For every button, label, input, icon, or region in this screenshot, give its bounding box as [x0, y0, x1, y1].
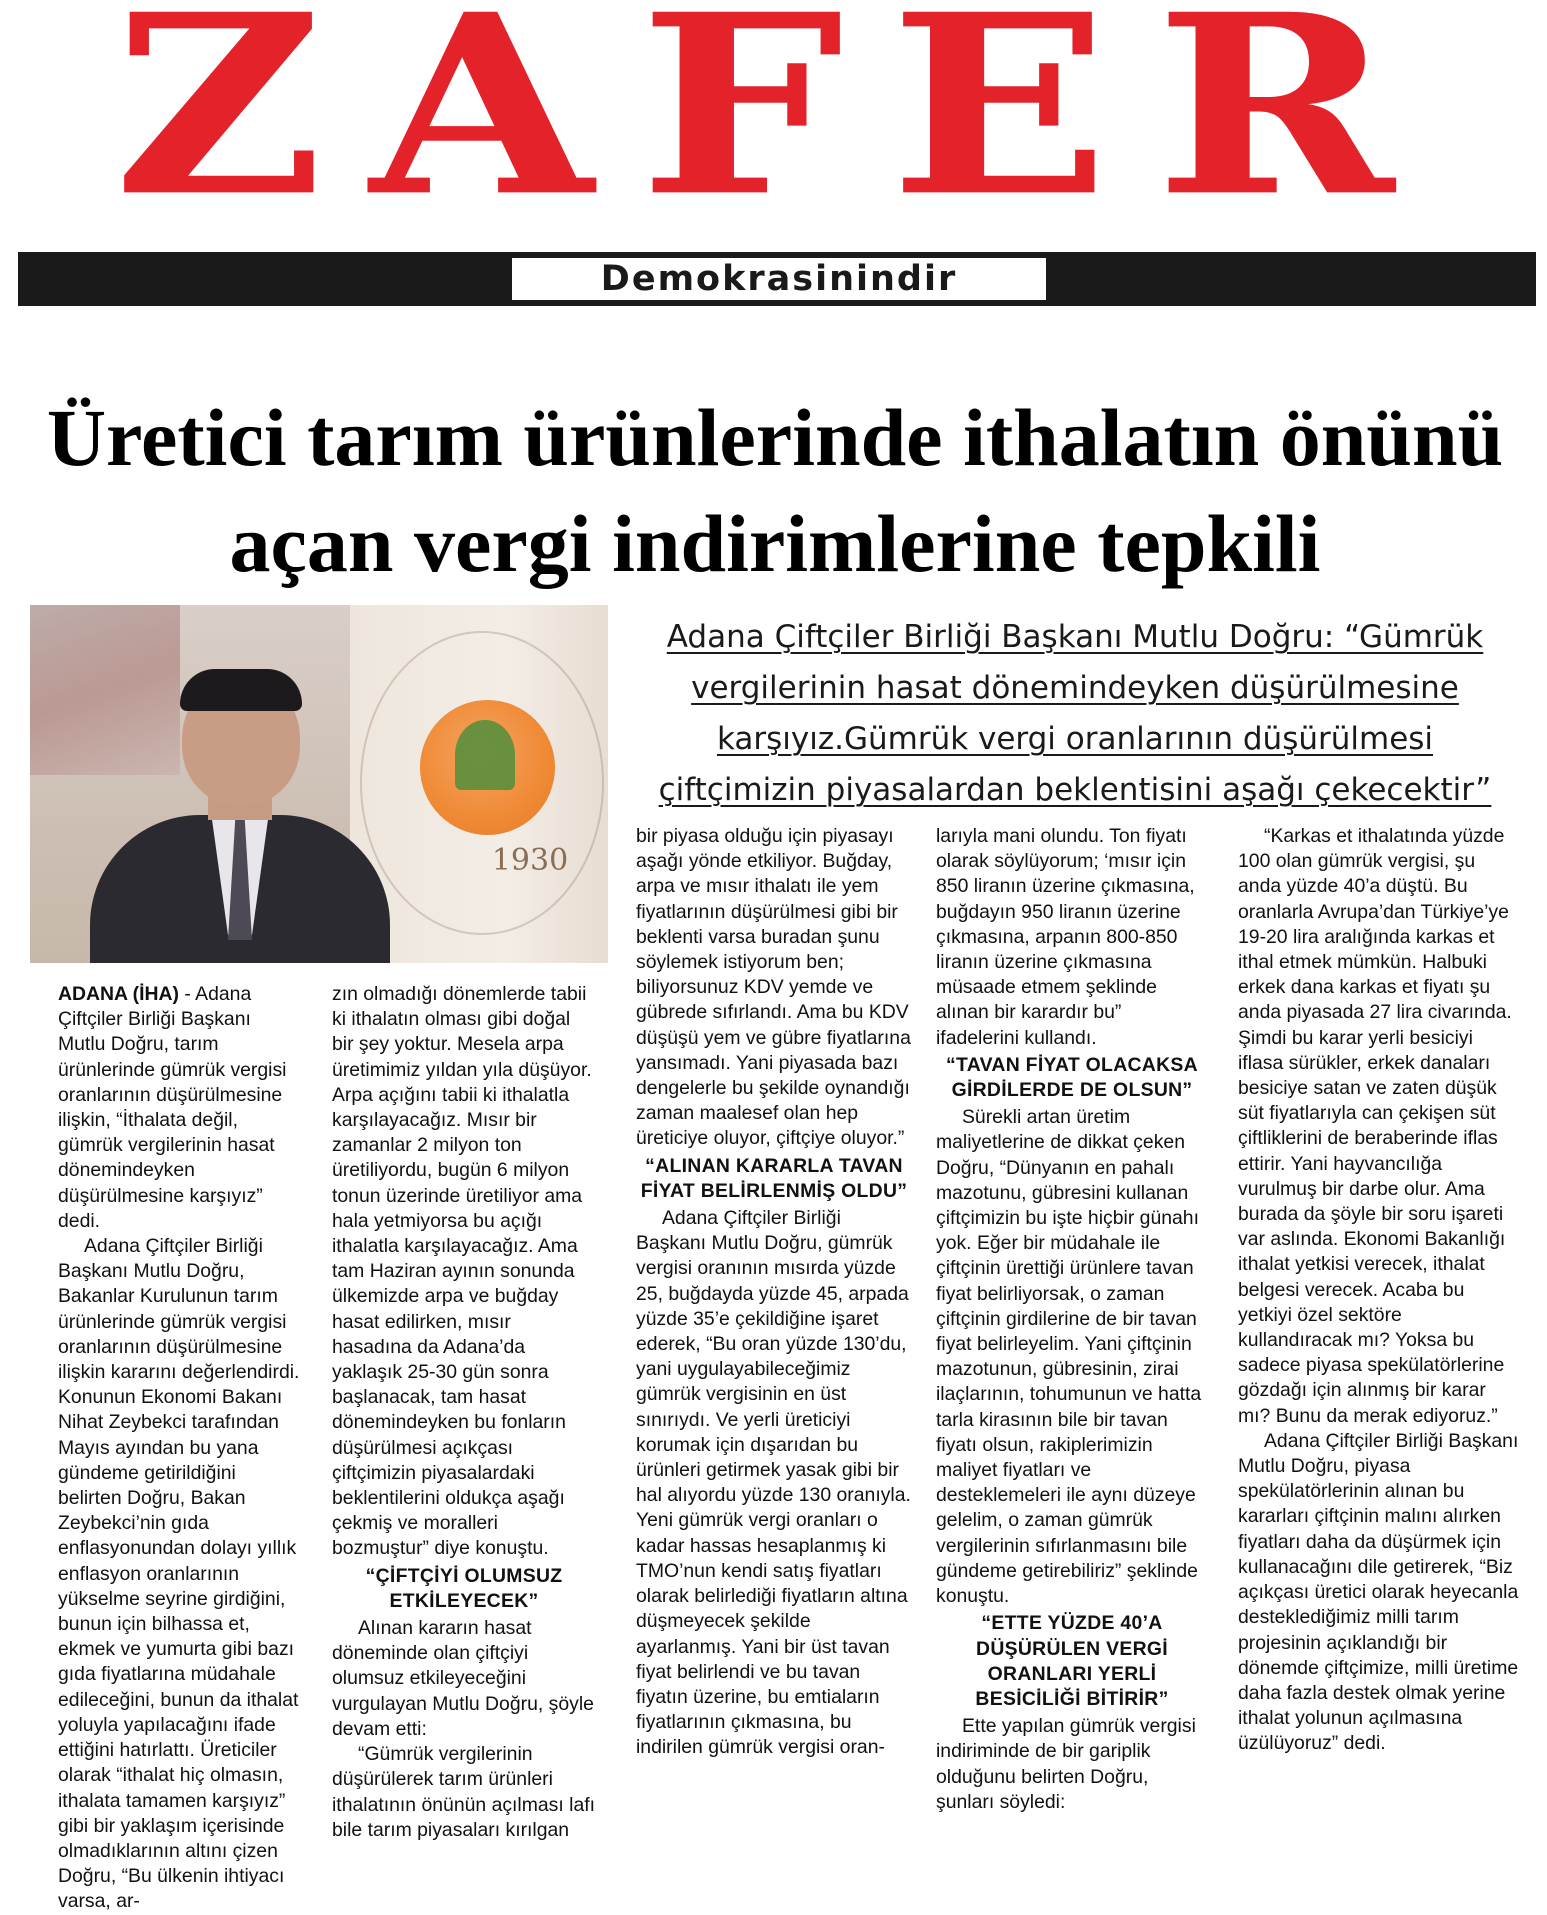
column-paragraph: Adana Çiftçiler Birliği Başkanı Mutlu Doğru, piyasa spekülatörlerinin alınan bu kararları çiftçinin malını alırken fiyatları daha da düşürmek için kullanacağını dile getirerek, “Biz açıkçası üretici olarak heyecanla desteklediğimiz milli tarım projesinin açıklandığı bir dönemde çiftçimize, milli üretime daha fazla destek olmak yerine ithalat yolunun açılmasına üzülüyoruz” dedi. — [1238, 1429, 1519, 1755]
column-paragraph: zın olmadığı dönemlerde tabii ki ithalatın olması gibi doğal bir şey yoktur. Mesela arpa üretimimiz yıldan yıla düşüyor. Arpa açığını tabii ki ithalatla karşılayacağız. Mısır bir zamanlar 2 milyon ton üretiliyordu, bugün 6 milyon tonun üzerinde üretiliyor ama hala yetmiyorsa bu açığı ithalatla karşılayacağız. Ama tam Haziran ayının sonunda ülkemizde arpa ve buğday hasat edilirken, mısır hasadına da Adana’da yaklaşık 25-30 gün sonra başlanacak, tam hasat dönemindeyken bu fonların düşürülmesi açıkçası çiftçimizin piyasalardaki beklentilerini oldukça aşağı çekmiş ve moralleri bozmuştur” diye konuştu. — [332, 983, 592, 1560]
article-column-3 — [636, 824, 912, 1761]
photo-flag-backdrop — [30, 605, 180, 775]
column-paragraph: Adana Çiftçiler Birliği Başkanı Mutlu Doğru, gümrük vergisi oranının mısırda yüzde 25, buğdayda yüzde 45, arpada yüzde 35’e çekildiğine işaret ederek, “Bu oran yüzde 130’du, yani uygulayabileceğimiz gümrük vergisinin en üst sınırıydı. Ve yerli üreticiyi korumak için dışarıdan bu ürünleri getirmek yasak gibi bir hal alıyordu yüzde 130 oranıyla. Yeni gümrük vergi oranları o kadar hassas hesaplanmış ki TMO’nun kendi satış fiyatları olarak belirlediği fiyatların altına düşmeyecek şekilde ayarlanmış. Yani bir üst tavan fiyat belirlendi ve bu tavan fiyatın üzerine, bu emtiaların fiyatlarının çıkmasına, bu indirilen gümrük vergisi oran- — [636, 1207, 911, 1759]
photo-person-hair — [180, 669, 302, 711]
column-paragraph: larıyla mani olundu. Ton fiyatı olarak söylüyorum; ‘mısır için 850 liranın üzerine çıkmasına, buğdayın 950 liranın üzerine çıkmasına, arpanın 800-850 liranın üzerine çıkmasına müsaade etmem şeklinde alınan bir karardır bu” ifadelerini kullandı. — [936, 825, 1195, 1049]
photo-banner-year: 1930 — [491, 843, 569, 878]
masthead-logo: ZAFER — [113, 10, 1441, 201]
column-paragraph: Alınan kararın hasat döneminde olan çiftçiyi olumsuz etkileyeceğini vurgulayan Mutlu Doğru, şöyle devam etti: — [332, 1617, 594, 1740]
column-paragraph: bir piyasa olduğu için piyasayı aşağı yönde etkiliyor. Buğday, arpa ve mısır ithalatı ile yem fiyatlarının düşürülmesi gibi bir beklenti varsa buradan şunu söylemek istiyorum ben; biliyorsunuz KDV yemde ve gübrede sıfırlandı. Ama bu KDV düşüşü yem ve gübre fiyatlarına yansımadı. Yani piyasada bazı dengelerle bu şekilde oynandığı zaman maalesef olan hep üreticiye oluyor, çiftçiye oluyor.” — [636, 825, 911, 1150]
column-paragraph: “Karkas et ithalatında yüzde 100 olan gümrük vergisi, şu anda yüzde 40’a düştü. Bu oranlarla Avrupa’dan Türkiye’ye 19-20 lira aralığında karkas et ithal etmek mümkün. Halbuki erkek dana karkas et fiyatı şu anda piyasada 27 lira civarında. Şimdi bu karar yerli besiciyi iflasa sürükler, erkek danaları besiciye satan ve zaten düşük süt fiyatlarıyla can çekişen süt çiftliklerini de beraberinde iflas ettirir. Yani hayvancılığa vurulmuş bir darbe olur. Ama burada da şöyle bir soru işareti var aslında. Ekonomi Bakanlığı ithalat yetkisi verecek, ithalat belgesi verecek. Acaba bu yetkiyi özel sektöre kullandıracak mı? Yoksa bu sadece piyasa spekülatörlerine gözdağı için alınmış bir karar mı? Bunu da merak ediyoruz.” — [1238, 825, 1512, 1427]
deck-line: vergilerinin hasat dönemindeyken düşürülmesine — [691, 670, 1459, 706]
column-paragraph: “Gümrük vergilerinin düşürülerek tarım ürünleri ithalatının önünün açılması lafı bile tarım piyasaları kırılgan — [332, 1743, 596, 1841]
dateline: ADANA (İHA) — [58, 983, 179, 1005]
column-subheading: “TAVAN FİYAT OLACAKSA GİRDİLERDE DE OLSUN” — [946, 1053, 1198, 1102]
deck-line: çiftçimizin piyasalardan beklentisini aşağı çekecektir” — [658, 772, 1492, 808]
column-paragraph: Sürekli artan üretim maliyetlerine de dikkat çeken Doğru, “Dünyanın en pahalı mazotunu, gübresini kullanan çiftçimizin bu işte hiçbir günahı yok. Eğer bir müdahale ile çiftçinin ürettiği ürünlere tavan fiyat belirliyorsak, o zaman çiftçinin girdilerine de bir tavan fiyat belirleyelim. Yani çiftçinin mazotunun, gübresinin, zirai ilaçlarının, tohumunun ve hatta tarla kirasının bile bir tavan fiyatı olsun, rakiplerimizin maliyet fiyatları ve desteklemeleri ile aynı düzeye gelelim, o zaman gümrük vergilerinin sıfırlanmasını bile gündeme getirebiliriz” şeklinde konuştu. — [936, 1106, 1202, 1608]
article-column-2 — [332, 982, 596, 1843]
column-subheading: “ETTE YÜZDE 40’A DÜŞÜRÜLEN VERGİ ORANLARI YERLİ BESİCİLİĞİ BİTİRİR” — [975, 1612, 1169, 1710]
article-headline: Üretici tarım ürünlerinde ithalatın önünü açan vergi indirimlerine tepkili — [46, 392, 1504, 589]
article-column-4 — [936, 824, 1208, 1815]
column-subheading: “ÇİFTÇİYİ OLUMSUZ ETKİLEYECEK” — [365, 1564, 563, 1612]
column-paragraph: Adana Çiftçiler Birliği Başkanı Mutlu Doğru, Bakanlar Kurulunun tarım ürünlerinde gümrük vergisi oranlarının düşürülmesine ilişkin kararını değerlendirdi. Konunun Ekonomi Bakanı Nihat Zeybekci tarafından Mayıs ayından bu yana gündeme getirildiğini belirten Doğru, Bakan Zeybekci’nin gıda enflasyonundan dolayı yıllık enflasyon oranlarının yükselme seyrine girdiğini, bunun için bilhassa et, ekmek ve yumurta gibi bazı gıda fiyatlarına müdahale edileceğini, bunun da ithalat yoluyla yapılacağını ifade ettiğini hatırlattı. Üreticiler olarak “ithalat hiç olmasın, ithalata tamamen karşıyız” gibi bir yaklaşım içerisinde olmadıklarının altını çizen Doğru, “Bu ülkenin ihtiyacı varsa, ar- — [58, 1235, 300, 1913]
masthead-slogan: Demokrasinindir — [512, 258, 1046, 300]
deck-line: karşıyız.Gümrük vergi oranlarının düşürülmesi — [716, 721, 1434, 757]
deck-line: Adana Çiftçiler Birliği Başkanı Mutlu Doğru: “Gümrük — [666, 619, 1484, 655]
article-column-5 — [1238, 824, 1520, 1757]
photo-seal-leaf — [455, 720, 515, 790]
column-paragraph: Ette yapılan gümrük vergisi indiriminde de bir gariplik olduğunu belirten Doğru, şunları söyledi: — [936, 1715, 1196, 1813]
column-paragraph: ADANA (İHA) - Adana Çiftçiler Birliği Başkanı Mutlu Doğru, tarım ürünlerinde gümrük vergisi oranlarının düşürülmesine ilişkin, “İthalata değil, gümrük vergilerinin hasat dönemindeyken düşürülmesine karşıyız” dedi. — [58, 983, 287, 1232]
column-subheading: “ALINAN KARARLA TAVAN FİYAT BELİRLENMİŞ OLDU” — [640, 1154, 908, 1202]
article-photo — [30, 605, 608, 963]
article-deck — [630, 612, 1520, 816]
article-column-1 — [58, 982, 300, 1915]
